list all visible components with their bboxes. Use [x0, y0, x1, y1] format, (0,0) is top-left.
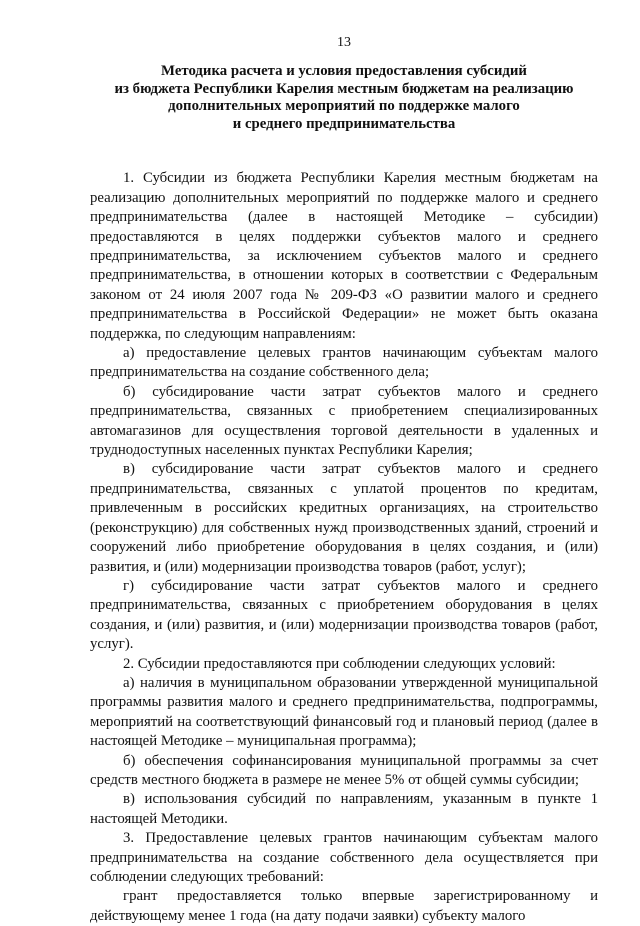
- paragraph-3: 3. Предоставление целевых грантов начинающим субъектам малого предпринимательства на создание собственного дела осуществляется при соблюдении следующих требований:: [90, 830, 598, 885]
- paragraph-1a: а) предоставление целевых грантов начинающим субъектам малого предпринимательства на создание собственного дела;: [90, 345, 598, 381]
- paragraph-2a: а) наличия в муниципальном образовании утвержденной муниципальной программы развития малого и среднего предпринимательства, подпрограммы, мероприятий на соответствующий финансовый год и плановый период (далее в настоящей Методике – муниципальная программа);: [90, 674, 598, 750]
- title-line: из бюджета Республики Карелия местным бюджетам на реализацию: [114, 80, 574, 97]
- paragraph-2b: б) обеспечения софинансирования муниципальной программы за счет средств местного бюджета в размере не менее 5% от общей суммы субсидии;: [90, 752, 598, 788]
- title-line: дополнительных мероприятий по поддержке малого: [168, 98, 520, 115]
- page-number: 13: [337, 35, 351, 50]
- document-body: [90, 169, 598, 926]
- paragraph-1b: б) субсидирование части затрат субъектов малого и среднего предпринимательства, связанных с приобретением специализированных автомагазинов для осуществления торговой деятельности в удаленных и труднодоступных населенных пунктах Республики Карелия;: [90, 383, 598, 459]
- document-title: [90, 63, 598, 133]
- paragraph-1v: в) субсидирование части затрат субъектов малого и среднего предпринимательства, связанных с уплатой процентов по кредитам, привлеченным в российских кредитных организациях, на строительство (реконструкцию) для собственных нужд производственных зданий, строений и сооружений либо приобретение оборудования в целях создания, и (или) развития, и (или) модернизации производства товаров (работ, услуг);: [90, 461, 598, 575]
- paragraph-1: 1. Субсидии из бюджета Республики Карелия местным бюджетам на реализацию дополнительных мероприятий по поддержке малого и среднего предпринимательства (далее в настоящей Методике – субсидии) предоставляются в целях поддержки субъектов малого и среднего предпринимательства, за исключением субъектов малого и среднего предпринимательства, в отношении которых в соответствии с Федеральным законом от 24 июля 2007 года № 209-ФЗ «О развитии малого и среднего предпринимательства в Российской Федерации» не может быть оказана поддержка, по следующим направлениям:: [90, 170, 598, 342]
- title-line: и среднего предпринимательства: [232, 115, 456, 132]
- paragraph-2: 2. Субсидии предоставляются при соблюдении следующих условий:: [123, 655, 556, 672]
- paragraph-1g: г) субсидирование части затрат субъектов малого и среднего предпринимательства, связанных с приобретением оборудования в целях создания, и (или) развития, и (или) модернизации производства товаров (работ, услуг).: [90, 577, 598, 653]
- title-line: Методика расчета и условия предоставления субсидий: [161, 63, 527, 79]
- paragraph-2v: в) использования субсидий по направлениям, указанным в пункте 1 настоящей Методики.: [90, 791, 598, 827]
- paragraph-3-grant: грант предоставляется только впервые зарегистрированному и действующему менее 1 года (на дату подачи заявки) субъекту малого: [90, 888, 598, 924]
